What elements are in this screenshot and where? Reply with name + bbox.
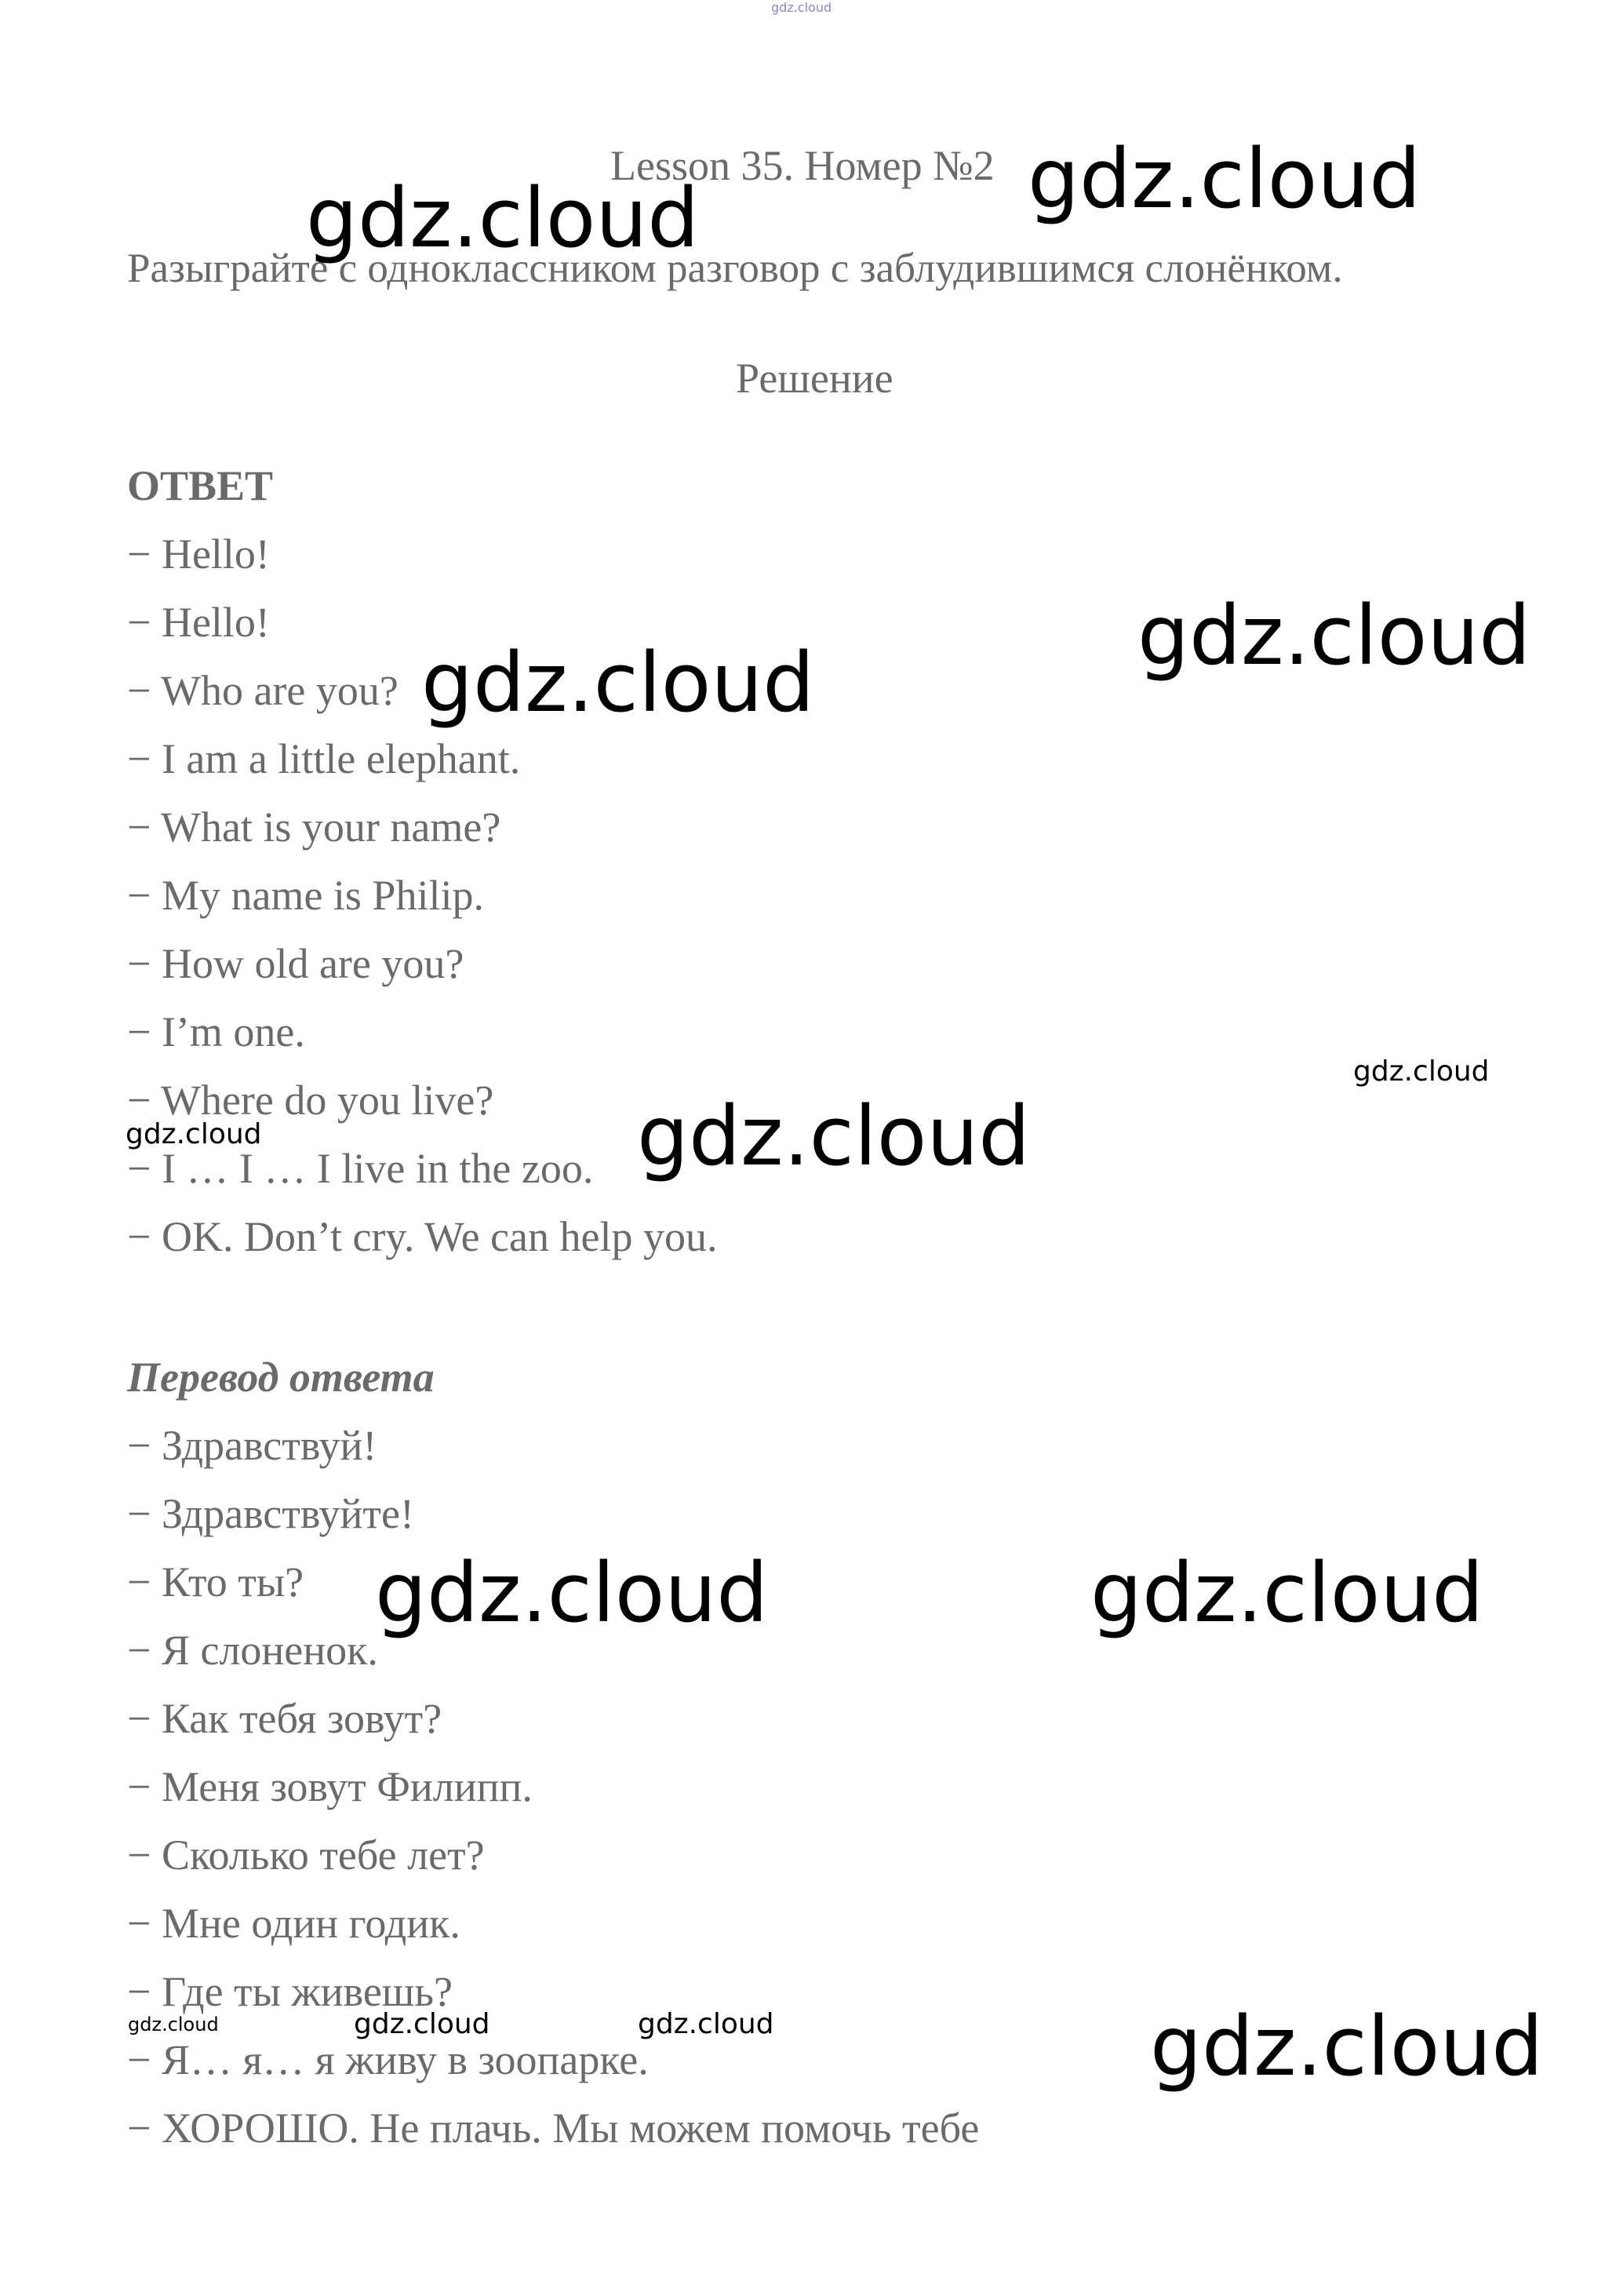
translation-line: − Как тебя зовут? [127, 1695, 442, 1742]
watermark: gdz.cloud [128, 2014, 219, 2035]
translation-line: − Где ты живешь? [127, 1968, 453, 2015]
translation-line: − Я… я… я живу в зоопарке. [127, 2036, 649, 2083]
translation-line: − Меня зовут Филипп. [127, 1763, 533, 1810]
watermark: gdz.cloud [637, 1088, 1031, 1184]
translation-line: − Я слоненок. [127, 1627, 378, 1674]
watermark: gdz.cloud [421, 635, 815, 731]
page-title: Lesson 35. Номер №2 [610, 142, 995, 189]
answer-line: − Where do you live? [127, 1077, 494, 1124]
task-text: Разыграйте с одноклассником разговор с заблудившимся слонёнком. [127, 246, 1343, 291]
watermark: gdz.cloud [1353, 1055, 1490, 1088]
watermark: gdz.cloud [306, 170, 700, 266]
watermark-top: gdz.cloud [771, 0, 832, 15]
watermark: gdz.cloud [638, 2008, 774, 2040]
answer-line: − I’m one. [127, 1008, 305, 1055]
watermark: gdz.cloud [1028, 131, 1421, 227]
watermark: gdz.cloud [354, 2008, 490, 2040]
translation-line: − Сколько тебе лет? [127, 1831, 485, 1879]
translation-heading: Перевод ответа [127, 1354, 435, 1401]
answer-line: − Hello! [127, 530, 270, 578]
answer-line: − My name is Philip. [127, 872, 484, 919]
answer-line: − I am a little elephant. [127, 735, 521, 782]
answer-line: − OK. Don’t cry. We can help you. [127, 1213, 718, 1260]
translation-line: − Здравствуй! [127, 1422, 377, 1469]
translation-line: − Кто ты? [127, 1558, 304, 1605]
solution-label: Решение [736, 355, 893, 402]
translation-line: − Мне один годик. [127, 1900, 460, 1947]
answer-line: − What is your name? [127, 804, 501, 851]
watermark: gdz.cloud [1090, 1545, 1484, 1641]
watermark: gdz.cloud [1150, 1999, 1544, 2094]
translation-line: − ХОРОШО. Не плачь. Мы можем помочь тебе [127, 2105, 980, 2152]
answer-line: − I … I … I live in the zoo. [127, 1145, 594, 1192]
answer-line: − How old are you? [127, 940, 464, 987]
watermark: gdz.cloud [126, 1118, 262, 1150]
watermark: gdz.cloud [1137, 588, 1531, 683]
translation-line: − Здравствуйте! [127, 1490, 414, 1537]
answer-line: − Who are you? [127, 667, 399, 714]
watermark: gdz.cloud [375, 1545, 769, 1641]
answer-heading: ОТВЕТ [127, 462, 274, 509]
answer-line: − Hello! [127, 599, 270, 646]
